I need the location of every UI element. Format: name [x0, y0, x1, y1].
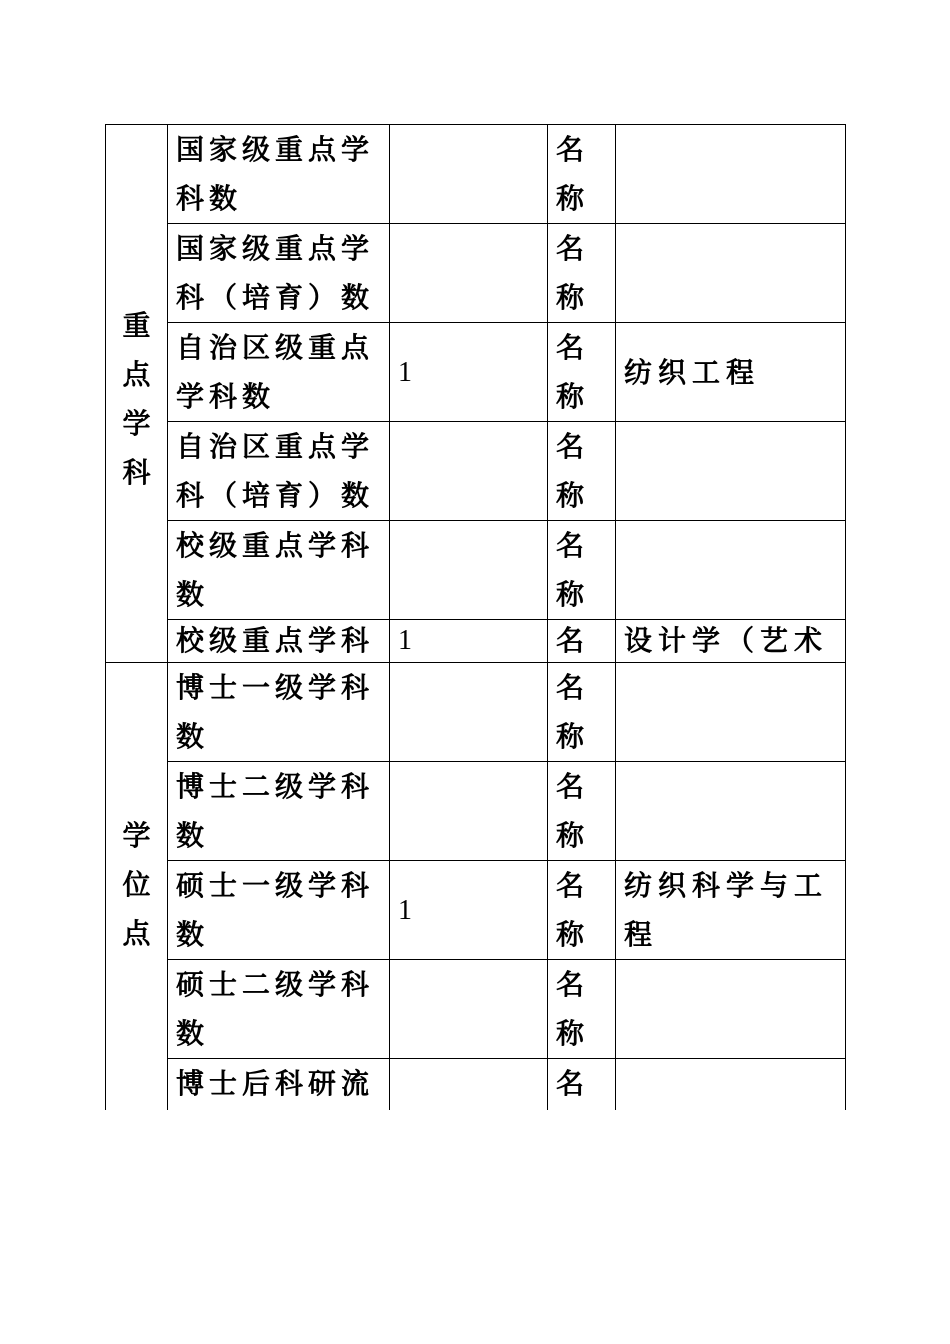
table-row	[106, 125, 846, 224]
name-value	[616, 422, 846, 521]
name-value: 纺织工程	[616, 323, 846, 422]
name-label-cell: 名称	[548, 762, 616, 861]
name-value	[616, 125, 846, 224]
name-value	[616, 521, 846, 620]
row-value	[390, 521, 548, 620]
name-label-cell: 名	[548, 1059, 616, 1111]
row-label: 国家级重点学科数	[168, 125, 390, 224]
name-label-cell: 名称	[548, 422, 616, 521]
group-degree-points	[106, 663, 168, 1111]
name-label-cell: 名称	[548, 521, 616, 620]
name-label-cell: 名称	[548, 224, 616, 323]
table-row	[106, 521, 846, 620]
row-label: 自治区重点学科（培育）数	[168, 422, 390, 521]
name-label-cell: 名称	[548, 861, 616, 960]
row-value: 1	[390, 861, 548, 960]
group-label: 学位点	[122, 819, 151, 950]
row-label: 博士二级学科数	[168, 762, 390, 861]
name-label-cell: 名称	[548, 960, 616, 1059]
row-label: 校级重点学科	[168, 620, 390, 663]
row-value	[390, 663, 548, 762]
row-label: 自治区级重点学科数	[168, 323, 390, 422]
name-label-cell: 名称	[548, 663, 616, 762]
name-value	[616, 224, 846, 323]
name-value	[616, 762, 846, 861]
table-row	[106, 960, 846, 1059]
row-value: 1	[390, 620, 548, 663]
row-value: 1	[390, 323, 548, 422]
row-label: 博士一级学科数	[168, 663, 390, 762]
name-value	[616, 1059, 846, 1111]
table-row	[106, 1059, 846, 1111]
discipline-table-clip	[105, 124, 847, 1110]
row-value	[390, 422, 548, 521]
group-key-disciplines	[106, 125, 168, 663]
row-label: 国家级重点学科（培育）数	[168, 224, 390, 323]
table-row	[106, 323, 846, 422]
row-label: 硕士二级学科数	[168, 960, 390, 1059]
table-row	[106, 620, 846, 663]
name-value	[616, 960, 846, 1059]
row-value	[390, 762, 548, 861]
name-value	[616, 663, 846, 762]
table-row	[106, 762, 846, 861]
name-label-cell: 名	[548, 620, 616, 663]
table-row	[106, 422, 846, 521]
row-value	[390, 125, 548, 224]
group-label: 重点学科	[122, 309, 151, 489]
row-label: 博士后科研流	[168, 1059, 390, 1111]
table-row	[106, 663, 846, 762]
row-value	[390, 224, 548, 323]
row-value	[390, 960, 548, 1059]
table-row	[106, 224, 846, 323]
row-value	[390, 1059, 548, 1111]
name-label-cell: 名称	[548, 323, 616, 422]
discipline-table	[105, 124, 846, 1110]
name-value: 设计学（艺术	[616, 620, 846, 663]
row-label: 校级重点学科数	[168, 521, 390, 620]
name-value: 纺织科学与工程	[616, 861, 846, 960]
row-label: 硕士一级学科数	[168, 861, 390, 960]
name-label-cell: 名称	[548, 125, 616, 224]
table-row	[106, 861, 846, 960]
